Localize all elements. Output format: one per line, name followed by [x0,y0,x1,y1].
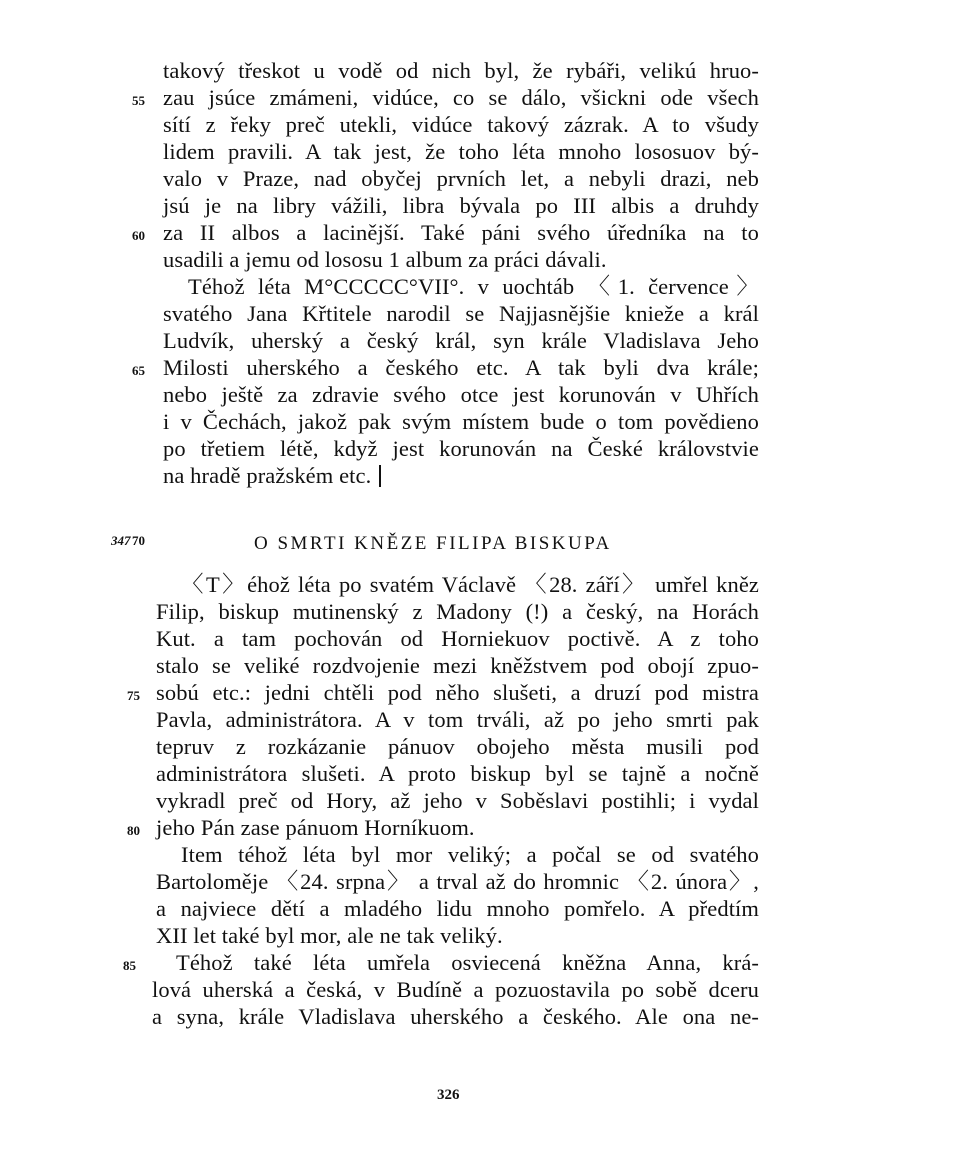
text-line: takový třeskot u vodě od nich byl, že rybáři, velikú hruo- [163,58,759,83]
text-line: administrátora slušeti. A proto biskup byl se tajně a nočně [156,761,759,786]
text-line: valo v Praze, nad obyčej prvních let, a nebyli drazi, neb [163,166,759,191]
text-line: Ludvík, uherský a český král, syn krále Vladislava Jeho [163,328,759,353]
text-line: Téhož také léta umřela osviecená kněžna Anna, krá- [176,950,759,975]
line-number: 70 [132,533,145,548]
text-line [163,462,381,489]
text-line: lová uherská a česká, v Budíně a pozuostavila po sobě dceru [152,977,759,1002]
text-line: stalo se veliké rozdvojenie mezi kněžstvem pod obojí zpuo- [156,653,759,678]
line-number: 75 [127,688,140,703]
text-line: Bartoloměje 〈24. srpna〉 a trval až do hromnic 〈2. února〉, [156,869,759,894]
text-line: jeho Pán zase pánuom Horníkuom. [156,815,475,840]
text-line: vykradl preč od Hory, až jeho v Soběslavi postihli; i vydal [156,788,759,813]
text-line: tepruv z rozkázanie pánuov obojeho města musili pod [156,734,759,759]
line-number: 80 [127,823,140,838]
text-line: i v Čechách, jakož pak svým místem bude o tom povědieno [163,409,759,434]
text-line: Pavla, administrátora. A v tom trváli, až po jeho smrti pak [156,707,759,732]
text-line: a najviece dětí a mladého lidu mnoho pomřelo. A předtím [156,896,759,921]
text-line: usadili a jemu od lososu 1 album za práci dávali. [163,247,607,272]
text-line-content: na hradě pražském etc. [163,463,372,488]
text-line: svatého Jana Křtitele narodil se Najjasnějšie knieže a král [163,301,759,326]
text-line: Kut. a tam pochován od Horniekuov poctivě. A z toho [156,626,759,651]
text-line: Milosti uherského a českého etc. A tak byli dva krále; [163,355,759,380]
text-line: Filip, biskup mutinenský z Madony (!) a český, na Horách [156,599,759,624]
page-number: 326 [437,1087,460,1103]
section-heading: O SMRTI KNĚZE FILIPA BISKUPA [254,533,612,554]
text-line: lidem pravili. A tak jest, že toho léta mnoho lososuov bý- [163,139,759,164]
text-line: za II albos a lacinější. Také páni svého úředníka na to [163,220,759,245]
source-page-reference: 347 [111,533,131,548]
text-line: zau jsúce zmámeni, vidúce, co se dálo, všickni ode všech [163,85,759,110]
text-line: sítí z řeky preč utekli, vidúce takový zázrak. A to všudy [163,112,759,137]
text-line: Téhož léta M°CCCCC°VII°. v uochtáb 〈1. července〉 [188,274,759,299]
text-line: sobú etc.: jedni chtěli pod něho slušeti, a druzí pod mistra [156,680,759,705]
text-line: a syna, krále Vladislava uherského a českého. Ale ona ne- [152,1004,759,1029]
text-line: 〈T〉éhož léta po svatém Václavě 〈28. září〉 umřel kněz [181,572,759,597]
line-number: 55 [132,93,145,108]
text-line: nebo ještě za zdravie svého otce jest korunován v Uhřích [163,382,759,407]
line-number: 65 [132,363,145,378]
text-line: XII let také byl mor, ale ne tak veliký. [156,923,503,948]
line-number: 85 [123,958,136,973]
line-number: 60 [132,228,145,243]
text-line: po třetiem létě, když jest korunován na České královstvie [163,436,759,461]
text-line: Item téhož léta byl mor veliký; a počal se od svatého [181,842,759,867]
page-break-marker [379,465,381,487]
text-line: jsú je na libry vážili, libra bývala po III albis a druhdy [163,193,759,218]
